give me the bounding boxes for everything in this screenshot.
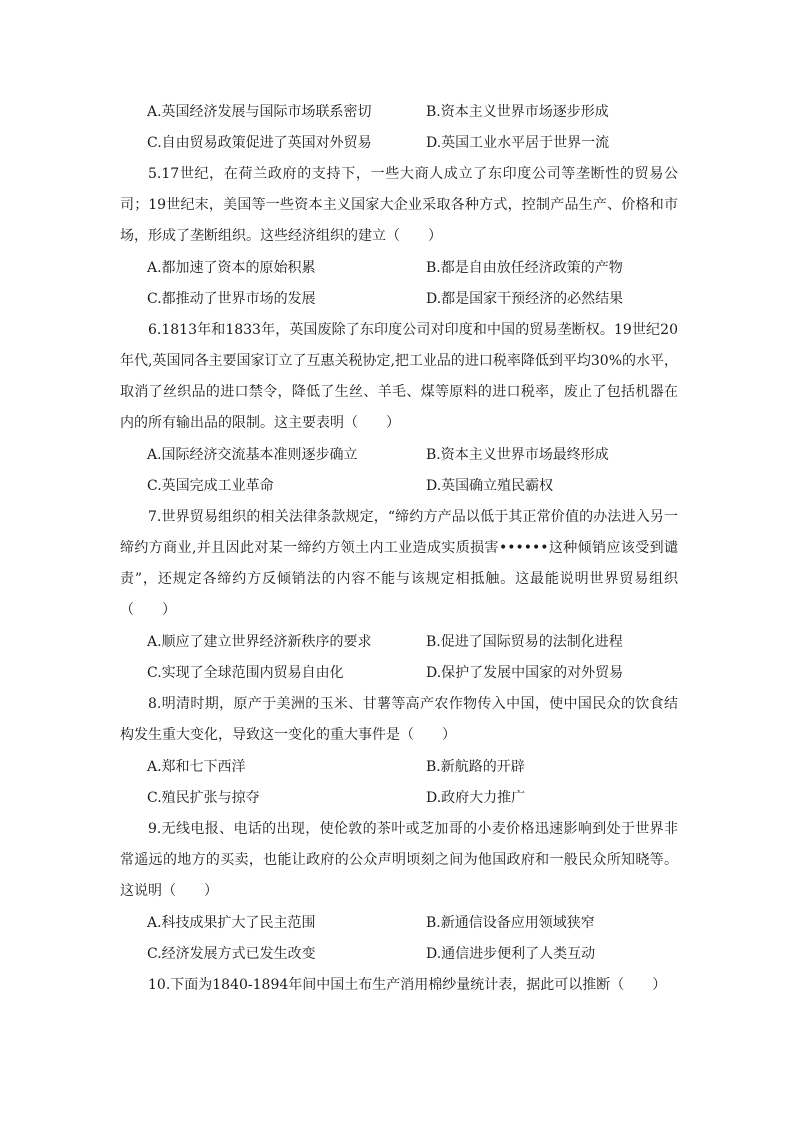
q4-option-d: D.英国工业水平居于世界一流 [426, 135, 610, 151]
q7-stem: 7.世界贸易组织的相关法律条款规定，“缔约方产品以低于其正常价值的办法进入另一缔约方商业,并且因此对某一缔约方领土内工业造成实质损害••••••这种倾销应该受到谴责”，还规定各缔约方反倾销法的内容不能与该规定相抵触。这最能说明世界贸易组织（ ） [120, 509, 678, 618]
q4-option-c: C.自由贸易政策促进了英国对外贸易 [147, 135, 372, 151]
q9-stem: 9.无线电报、电话的出现，使伦敦的茶叶或芝加哥的小麦价格迅速影响到处于世界非常遥远的地方的买卖，也能让政府的公众声明顷刻之间为他国政府和一般民众所知晓等。这说明（ ） [120, 821, 678, 899]
q7-option-d: D.保护了发展中国家的对外贸易 [426, 665, 624, 681]
q4-option-a: A.英国经济发展与国际市场联系密切 [147, 104, 372, 120]
q5-option-a: A.都加速了资本的原始积累 [147, 260, 316, 276]
q6-option-d: D.英国确立殖民霸权 [426, 478, 554, 494]
q5-option-b: B.都是自由放任经济政策的产物 [426, 260, 623, 276]
q10-stem: 10.下面为1840-1894年间中国土布生产消用棉纱量统计表，据此可以推断（ ） [148, 977, 667, 993]
q7-option-a: A.顺应了建立世界经济新秩序的要求 [147, 634, 372, 650]
q6-option-a: A.国际经济交流基本准则逐步确立 [147, 447, 358, 463]
q7-option-c: C.实现了全球范围内贸易自由化 [147, 665, 344, 681]
q5-option-d: D.都是国家干预经济的必然结果 [426, 291, 624, 307]
q6-option-b: B.资本主义世界市场最终形成 [426, 447, 609, 463]
q8-option-b: B.新航路的开辟 [426, 759, 525, 775]
q9-option-a: A.科技成果扩大了民主范围 [147, 915, 316, 931]
q6-option-c: C.英国完成工业革命 [147, 478, 274, 494]
q9-option-b: B.新通信设备应用领域狭窄 [426, 915, 595, 931]
q4-option-b: B.资本主义世界市场逐步形成 [426, 104, 609, 120]
q6-stem: 6.1813年和1833年，英国废除了东印度公司对印度和中国的贸易垄断权。19世纪20年代,英国同各主要国家订立了互惠关税协定,把工业品的进口税率降低到平均30%的水平，取消了丝织品的进口禁令，降低了生丝、羊毛、煤等原料的进口税率，废止了包括机器在内的所有输出品的限制。这主要表明（ ） [120, 322, 679, 431]
q8-option-a: A.郑和七下西洋 [147, 759, 246, 775]
q5-option-c: C.都推动了世界市场的发展 [147, 291, 316, 307]
q9-option-d: D.通信进步便利了人类互动 [426, 946, 596, 962]
q9-option-c: C.经济发展方式已发生改变 [147, 946, 316, 962]
q5-stem: 5.17世纪，在荷兰政府的支持下，一些大商人成立了东印度公司等垄断性的贸易公司；19世纪末，美国等一些资本主义国家大企业采取各种方式，控制产品生产、价格和市场，形成了垄断组织。这些经济组织的建立（ ） [120, 166, 678, 244]
q8-option-d: D.政府大力推广 [426, 790, 526, 806]
q8-stem: 8.明清时期，原产于美洲的玉米、甘薯等高产农作物传入中国，使中国民众的饮食结构发生重大变化，导致这一变化的重大事件是（ ） [120, 696, 678, 743]
q8-option-c: C.殖民扩张与掠夺 [147, 790, 260, 806]
q7-option-b: B.促进了国际贸易的法制化进程 [426, 634, 623, 650]
